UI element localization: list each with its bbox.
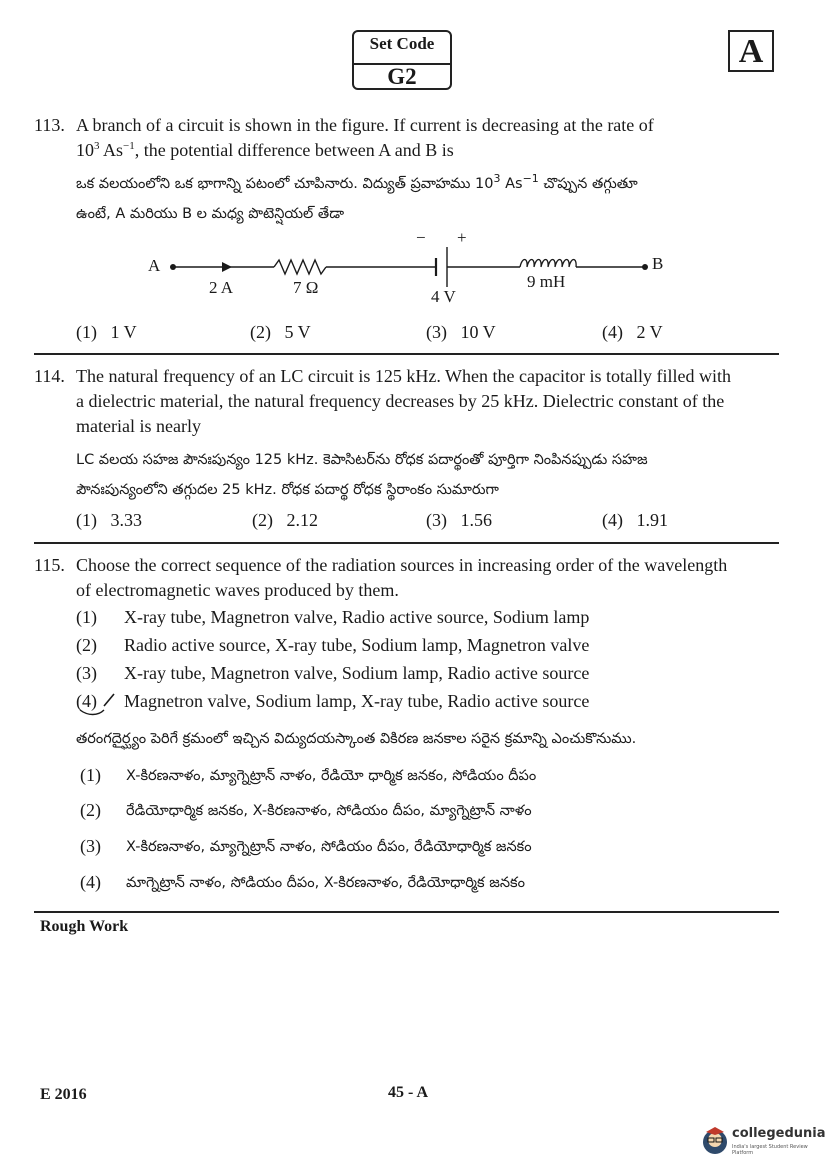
q115-stem-line1: Choose the correct sequence of the radiation sources in increasing order of the wavelength [76,555,728,575]
q113-te-unit-exp: −1 [522,172,539,186]
battery-plus-label: + [457,228,467,247]
q114-number: 114. [34,366,65,386]
set-code-value: G2 [387,64,417,89]
divider-113-114 [34,353,779,355]
current-arrow-icon [222,262,232,272]
set-code-box [352,30,452,90]
q113-te-exp: 3 [493,172,501,186]
q113-stem-tail: , the potential difference between A and B is [134,140,454,160]
divider-rough-work [34,911,779,913]
inductor-symbol [520,260,576,268]
q115-option-1-text: X-ray tube, Magnetron valve, Radio active source, Sodium lamp [124,607,590,627]
q113-rate-exp: 3 [94,140,100,152]
q113-rate-unit: As [99,140,124,160]
set-code-label: Set Code [369,34,435,53]
q115-number: 115. [34,555,65,575]
rough-work-label: Rough Work [40,918,129,935]
q115-te-option-3-num: (3) [80,836,101,856]
q115-te-option-2-num: (2) [80,800,101,820]
q115-option-2-text: Radio active source, X-ray tube, Sodium lamp, Magnetron valve [124,635,590,655]
q114-option-1: (1) 3.33 [76,510,142,530]
footer-exam: E 2016 [40,1086,87,1103]
q115-option-3-text: X-ray tube, Magnetron valve, Sodium lamp, Radio active source [124,663,590,683]
current-label: 2 A [209,278,234,297]
inductance-label: 9 mH [527,272,566,291]
q113-stem-line2 [76,138,454,162]
collegedunia-tagline: India's largest Student Review Platform [732,1144,808,1156]
q115-option-1-num: (1) [76,607,97,627]
q114-stem-line3: material is nearly [76,416,201,436]
q114-telugu-line2: పౌనఃపున్యంలోని తగ్గుదల 25 kHz. రోధక పదార్థ రోధక స్థిరాంకం సుమారుగా [76,482,499,498]
q113-stem-line1: A branch of a circuit is shown in the figure. If current is decreasing at the rate of [76,115,654,135]
q113-number: 113. [34,115,65,135]
q113-option-1: (1) 1 V [76,322,137,342]
collegedunia-logo-icon [700,1124,730,1158]
battery-label: 4 V [431,287,456,306]
q113-rate-unit-exp: −1 [123,140,135,152]
q115-te-option-2-text: రేడియోధార్మిక జనకం, X-కిరణనాళం, సోడియం దీపం, మ్యాగ్నెట్రాన్ నాళం [126,803,532,819]
divider-114-115 [34,542,779,544]
q115-te-option-4-num: (4) [80,872,101,892]
q114-option-4: (4) 1.91 [602,510,668,530]
paper-variant-box: A [728,30,774,72]
q114-option-2: (2) 2.12 [252,510,318,530]
q114-stem-line2: a dielectric material, the natural frequency decreases by 25 kHz. Dielectric constant of the [76,391,725,411]
q113-option-4: (4) 2 V [602,322,663,342]
answer-tick-mark-icon [78,692,118,718]
collegedunia-wordmark: collegedunia [732,1126,826,1141]
q114-stem-line1: The natural frequency of an LC circuit is 125 kHz. When the capacitor is totally filled with [76,366,731,386]
q113-telugu-line1 [76,172,638,196]
q113-rate-base: 10 [76,140,94,160]
q113-te-unit: As [500,176,523,192]
q113-option-3: (3) 10 V [426,322,496,342]
q113-telugu-line2: ఉంటే, A మరియు B ల మధ్య పొటెన్షియల్ తేడా [76,206,344,222]
node-a-label: A [148,256,161,275]
q115-option-3-num: (3) [76,663,97,683]
resistance-label: 7 Ω [293,278,319,297]
battery-minus-label: − [416,228,426,247]
node-b-dot [642,264,648,270]
q114-option-3: (3) 1.56 [426,510,492,530]
footer-page-number: 45 - A [388,1084,428,1101]
q114-telugu-line1: LC వలయ సహజ పౌనఃపున్యం 125 kHz. కెపాసిటర్‌ను రోధక పదార్థంతో పూర్తిగా నింపినప్పుడు సహజ [76,452,648,468]
q115-telugu-stem: తరంగదైర్ఘ్యం పెరిగే క్రమంలో ఇచ్చిన విద్యుదయస్కాంత వికిరణ జనకాల సరైన క్రమాన్ని ఎంచుకొనుము. [76,731,637,747]
resistor-symbol [274,260,326,274]
q115-te-option-3-text: X-కిరణనాళం, మ్యాగ్నెట్రాన్ నాళం, సోడియం దీపం, రేడియోధార్మిక జనకం [126,839,532,855]
q115-te-option-1-num: (1) [80,765,101,785]
q115-option-4-text: Magnetron valve, Sodium lamp, X-ray tube, Radio active source [124,691,590,711]
q113-option-2: (2) 5 V [250,322,311,342]
q115-option-2-num: (2) [76,635,97,655]
q115-option-4-num: (4) [76,691,97,711]
q115-te-option-1-text: X-కిరణనాళం, మ్యాగ్నెట్రాన్ నాళం, రేడియో ధార్మిక జనకం, సోడియం దీపం [126,768,537,784]
node-b-label: B [652,254,664,273]
q115-stem-line2: of electromagnetic waves produced by them. [76,580,399,600]
q113-te-pre: ఒక వలయంలోని ఒక భాగాన్ని పటంలో చూపినారు. విద్యుత్ ప్రవాహము 10 [76,176,494,192]
q113-te-post: చొప్పున తగ్గుతూ [538,176,638,192]
q115-te-option-4-text: మాగ్నెట్రాన్ నాళం, సోడియం దీపం, X-కిరణనాళం, రేడియోధార్మిక జనకం [126,875,525,891]
